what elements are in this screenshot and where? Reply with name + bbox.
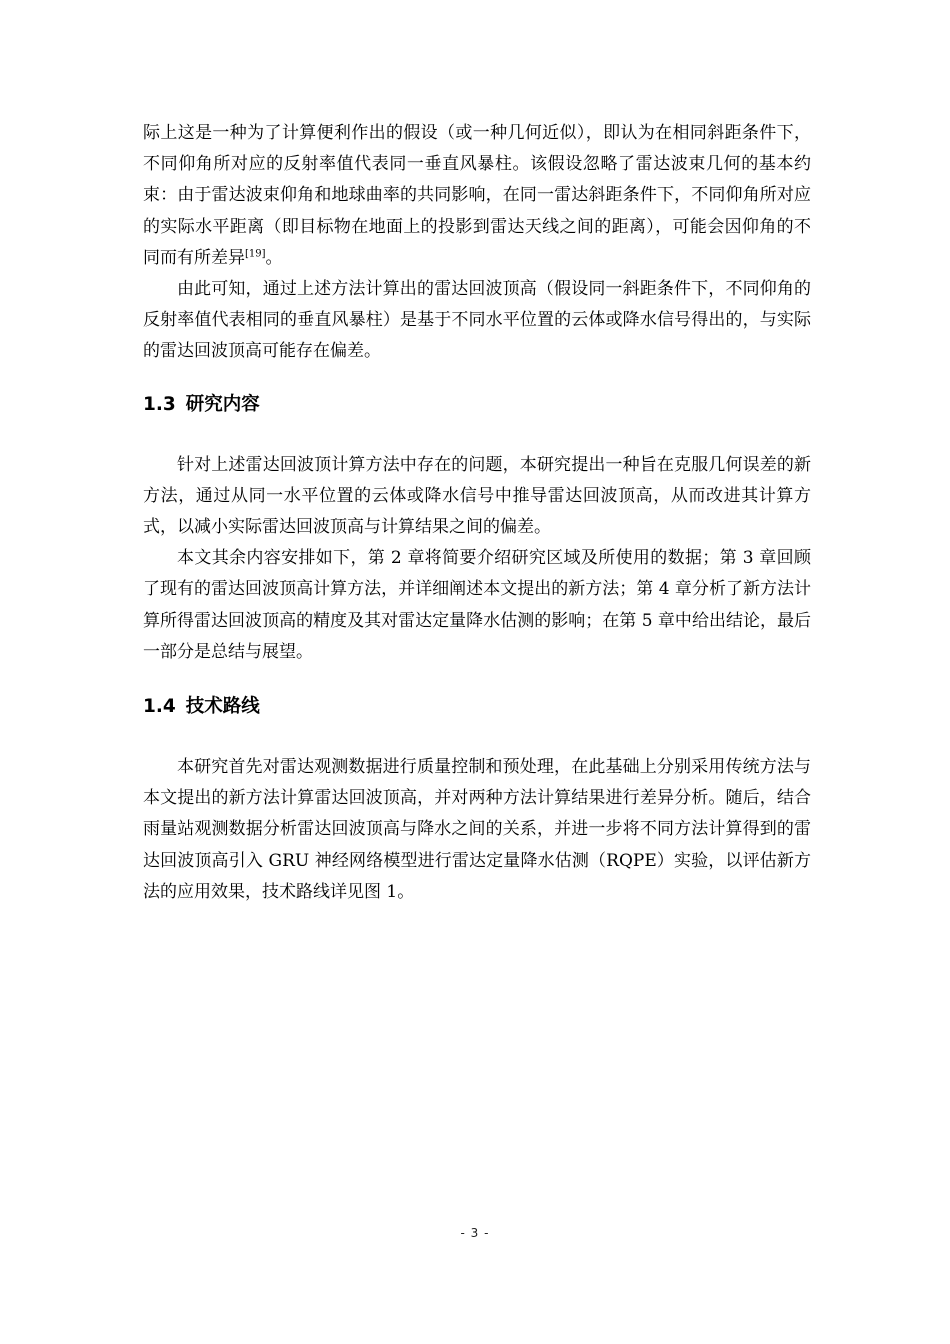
paragraph-text: 际上这是一种为了计算便利作出的假设（或一种几何近似），即认为在相同斜距条件下，不同仰角所对应的反射率值代表同一垂直风暴柱。该假设忽略了雷达波束几何的基本约束：由于雷达波束仰角和地球曲率的共同影响，在同一雷达斜距条件下，不同仰角所对应的实际水平距离（即目标物在地面上的投影到雷达天线之间的距离），可能会因仰角的不同而有所差异 xyxy=(143,123,811,268)
section-heading-1-4 xyxy=(143,692,811,722)
section-title: 研究内容 xyxy=(185,393,260,415)
section-title: 技术路线 xyxy=(185,696,260,718)
paragraph-conclusion: 由此可知，通过上述方法计算出的雷达回波顶高（假设同一斜距条件下，不同仰角的反射率值代表相同的垂直风暴柱）是基于不同水平位置的云体或降水信号得出的，与实际的雷达回波顶高可能存在偏差。 xyxy=(143,279,811,362)
paragraph-continued xyxy=(143,118,811,274)
citation-reference[interactable]: [19] xyxy=(245,248,266,260)
paragraph-research-content: 针对上述雷达回波顶计算方法中存在的问题，本研究提出一种旨在克服几何误差的新方法，通过从同一水平位置的云体或降水信号中推导雷达回波顶高，从而改进其计算方式，以减小实际雷达回波顶高与计算结果之间的偏差。 xyxy=(143,454,811,538)
section-heading-1-3 xyxy=(143,390,811,420)
section-number: 1.3 xyxy=(143,393,176,415)
section-number: 1.4 xyxy=(143,696,176,718)
paragraph-end: 。 xyxy=(265,247,283,268)
paragraph-outline: 本文其余内容安排如下，第 2 章将简要介绍研究区域及所使用的数据；第 3 章回顾了现有的雷达回波顶高计算方法，并详细阐述本文提出的新方法；第 4 章分析了新方法计算所得雷达回波顶高的精度及其对雷达定量降水估测的影响；在第 5 章中给出结论，最后一部分是总结与展望。 xyxy=(143,548,811,662)
page-number: - 3 - xyxy=(460,1226,490,1240)
page-body xyxy=(143,118,811,908)
paragraph-technical-route: 本研究首先对雷达观测数据进行质量控制和预处理，在此基础上分别采用传统方法与本文提出的新方法计算雷达回波顶高，并对两种方法计算结果进行差异分析。随后，结合雨量站观测数据分析雷达回波顶高与降水之间的关系，并进一步将不同方法计算得到的雷达回波顶高引入 GRU 神经网络模型进行雷达定量降水估测（RQPE）实验，以评估新方法的应用效果，技术路线详见图 1。 xyxy=(143,757,811,902)
